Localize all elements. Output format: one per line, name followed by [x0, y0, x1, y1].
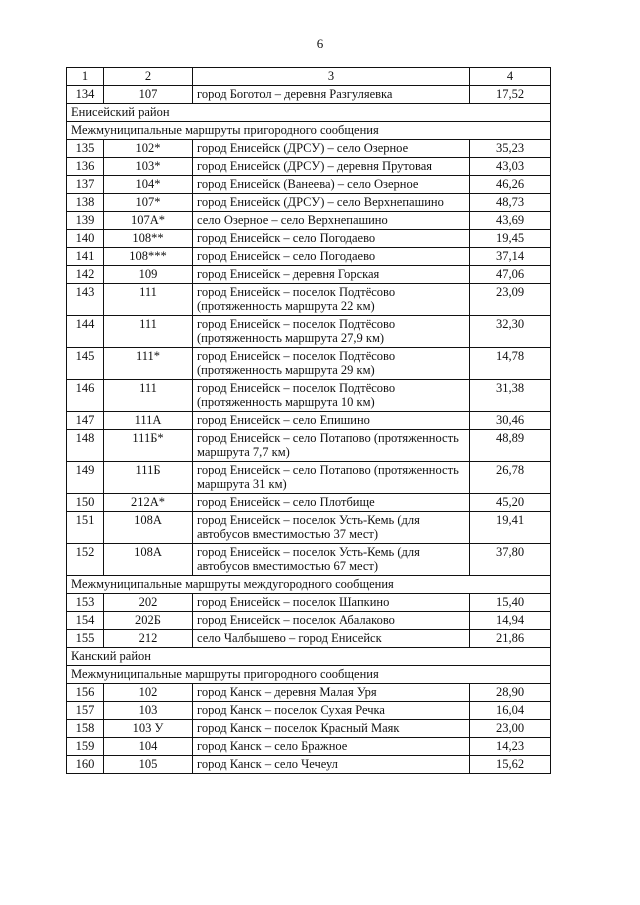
section-title: Межмуниципальные маршруты пригородного сообщения	[67, 666, 551, 684]
row-number: 158	[67, 720, 104, 738]
route-name: город Енисейск – поселок Абалаково	[193, 612, 470, 630]
table-row	[67, 230, 551, 248]
table-row	[67, 176, 551, 194]
route-name: город Енисейск – поселок Усть-Кемь (для автобусов вместимостью 37 мест)	[193, 512, 470, 544]
table-row	[67, 86, 551, 104]
route-cost: 37,80	[470, 544, 551, 576]
route-cost: 43,69	[470, 212, 551, 230]
route-cost: 28,90	[470, 684, 551, 702]
table-row	[67, 158, 551, 176]
route-cost: 23,00	[470, 720, 551, 738]
section-row	[67, 666, 551, 684]
route-number: 104*	[104, 176, 193, 194]
route-name: город Канск – село Бражное	[193, 738, 470, 756]
route-number: 102*	[104, 140, 193, 158]
header-cell: 1	[67, 68, 104, 86]
table-row	[67, 684, 551, 702]
row-number: 151	[67, 512, 104, 544]
table-row	[67, 756, 551, 774]
table-row	[67, 430, 551, 462]
route-name: город Канск – село Чечеул	[193, 756, 470, 774]
route-name: село Озерное – село Верхнепашино	[193, 212, 470, 230]
table-row	[67, 544, 551, 576]
page-number: 6	[316, 36, 324, 51]
route-cost: 14,94	[470, 612, 551, 630]
row-number: 147	[67, 412, 104, 430]
route-name: город Енисейск – деревня Горская	[193, 266, 470, 284]
route-cost: 35,23	[470, 140, 551, 158]
header-cell: 4	[470, 68, 551, 86]
route-cost: 48,73	[470, 194, 551, 212]
table-row	[67, 702, 551, 720]
route-number: 105	[104, 756, 193, 774]
header-cell: 3	[193, 68, 470, 86]
route-number: 111Б*	[104, 430, 193, 462]
route-number: 212	[104, 630, 193, 648]
table-row	[67, 462, 551, 494]
route-number: 202Б	[104, 612, 193, 630]
row-number: 142	[67, 266, 104, 284]
row-number: 157	[67, 702, 104, 720]
table-row	[67, 348, 551, 380]
row-number: 144	[67, 316, 104, 348]
route-name: город Енисейск – село Потапово (протяженность маршрута 7,7 км)	[193, 430, 470, 462]
table-row	[67, 284, 551, 316]
table-row	[67, 316, 551, 348]
row-number: 145	[67, 348, 104, 380]
table-row	[67, 194, 551, 212]
route-number: 111Б	[104, 462, 193, 494]
row-number: 150	[67, 494, 104, 512]
route-cost: 16,04	[470, 702, 551, 720]
route-number: 111	[104, 284, 193, 316]
route-number: 108**	[104, 230, 193, 248]
route-number: 103 У	[104, 720, 193, 738]
route-number: 111А	[104, 412, 193, 430]
table-row	[67, 412, 551, 430]
section-title: Межмуниципальные маршруты междугородного сообщения	[67, 576, 551, 594]
row-number: 148	[67, 430, 104, 462]
route-name: город Енисейск – поселок Подтёсово (протяженность маршрута 27,9 км)	[193, 316, 470, 348]
section-title: Канский район	[67, 648, 551, 666]
row-number: 140	[67, 230, 104, 248]
table-row	[67, 380, 551, 412]
route-cost: 37,14	[470, 248, 551, 266]
route-name: город Канск – поселок Красный Маяк	[193, 720, 470, 738]
route-number: 102	[104, 684, 193, 702]
route-number: 111	[104, 316, 193, 348]
route-cost: 15,62	[470, 756, 551, 774]
route-cost: 21,86	[470, 630, 551, 648]
table-row	[67, 266, 551, 284]
route-number: 109	[104, 266, 193, 284]
row-number: 146	[67, 380, 104, 412]
route-cost: 43,03	[470, 158, 551, 176]
route-name: город Енисейск – село Потапово (протяженность маршрута 31 км)	[193, 462, 470, 494]
section-title: Енисейский район	[67, 104, 551, 122]
header-cell: 2	[104, 68, 193, 86]
route-number: 107	[104, 86, 193, 104]
route-number: 111	[104, 380, 193, 412]
route-name: город Енисейск – поселок Шапкино	[193, 594, 470, 612]
route-cost: 31,38	[470, 380, 551, 412]
route-name: город Енисейск – поселок Подтёсово (протяженность маршрута 29 км)	[193, 348, 470, 380]
table-row	[67, 630, 551, 648]
route-number: 103	[104, 702, 193, 720]
route-name: город Енисейск – село Епишино	[193, 412, 470, 430]
route-name: город Енисейск – поселок Подтёсово (протяженность маршрута 10 км)	[193, 380, 470, 412]
section-row	[67, 122, 551, 140]
row-number: 149	[67, 462, 104, 494]
route-cost: 15,40	[470, 594, 551, 612]
section-row	[67, 104, 551, 122]
route-name: село Чалбышево – город Енисейск	[193, 630, 470, 648]
route-cost: 14,78	[470, 348, 551, 380]
row-number: 136	[67, 158, 104, 176]
route-name: город Енисейск (Ванеева) – село Озерное	[193, 176, 470, 194]
route-number: 107*	[104, 194, 193, 212]
route-cost: 45,20	[470, 494, 551, 512]
route-number: 108А	[104, 512, 193, 544]
row-number: 143	[67, 284, 104, 316]
section-row	[67, 648, 551, 666]
route-cost: 46,26	[470, 176, 551, 194]
row-number: 155	[67, 630, 104, 648]
route-name: город Канск – поселок Сухая Речка	[193, 702, 470, 720]
route-name: город Енисейск – село Погодаево	[193, 230, 470, 248]
route-name: город Канск – деревня Малая Уря	[193, 684, 470, 702]
table-row	[67, 248, 551, 266]
routes-table	[66, 67, 551, 774]
route-name: город Енисейск – поселок Усть-Кемь (для автобусов вместимостью 67 мест)	[193, 544, 470, 576]
section-row	[67, 576, 551, 594]
route-name: город Енисейск (ДРСУ) – деревня Прутовая	[193, 158, 470, 176]
route-name: город Енисейск (ДРСУ) – село Озерное	[193, 140, 470, 158]
route-cost: 47,06	[470, 266, 551, 284]
route-cost: 26,78	[470, 462, 551, 494]
route-cost: 17,52	[470, 86, 551, 104]
route-number: 107А*	[104, 212, 193, 230]
table-row	[67, 512, 551, 544]
row-number: 153	[67, 594, 104, 612]
route-cost: 30,46	[470, 412, 551, 430]
row-number: 159	[67, 738, 104, 756]
route-name: город Енисейск – село Погодаево	[193, 248, 470, 266]
row-number: 139	[67, 212, 104, 230]
route-name: город Енисейск (ДРСУ) – село Верхнепашино	[193, 194, 470, 212]
table-row	[67, 594, 551, 612]
row-number: 137	[67, 176, 104, 194]
route-number: 212А*	[104, 494, 193, 512]
table-row	[67, 612, 551, 630]
route-number: 108***	[104, 248, 193, 266]
table-body	[67, 68, 551, 774]
row-number: 141	[67, 248, 104, 266]
table-row	[67, 720, 551, 738]
table-header-row	[67, 68, 551, 86]
route-name: город Енисейск – село Плотбище	[193, 494, 470, 512]
route-number: 111*	[104, 348, 193, 380]
row-number: 134	[67, 86, 104, 104]
route-number: 202	[104, 594, 193, 612]
route-cost: 32,30	[470, 316, 551, 348]
route-name: город Боготол – деревня Разгуляевка	[193, 86, 470, 104]
route-number: 104	[104, 738, 193, 756]
row-number: 152	[67, 544, 104, 576]
route-cost: 23,09	[470, 284, 551, 316]
route-cost: 14,23	[470, 738, 551, 756]
route-cost: 19,41	[470, 512, 551, 544]
table-row	[67, 140, 551, 158]
table-row	[67, 212, 551, 230]
row-number: 138	[67, 194, 104, 212]
route-cost: 48,89	[470, 430, 551, 462]
route-cost: 19,45	[470, 230, 551, 248]
row-number: 156	[67, 684, 104, 702]
row-number: 154	[67, 612, 104, 630]
route-number: 103*	[104, 158, 193, 176]
route-number: 108А	[104, 544, 193, 576]
table-row	[67, 738, 551, 756]
row-number: 135	[67, 140, 104, 158]
section-title: Межмуниципальные маршруты пригородного сообщения	[67, 122, 551, 140]
table-row	[67, 494, 551, 512]
route-name: город Енисейск – поселок Подтёсово (протяженность маршрута 22 км)	[193, 284, 470, 316]
row-number: 160	[67, 756, 104, 774]
